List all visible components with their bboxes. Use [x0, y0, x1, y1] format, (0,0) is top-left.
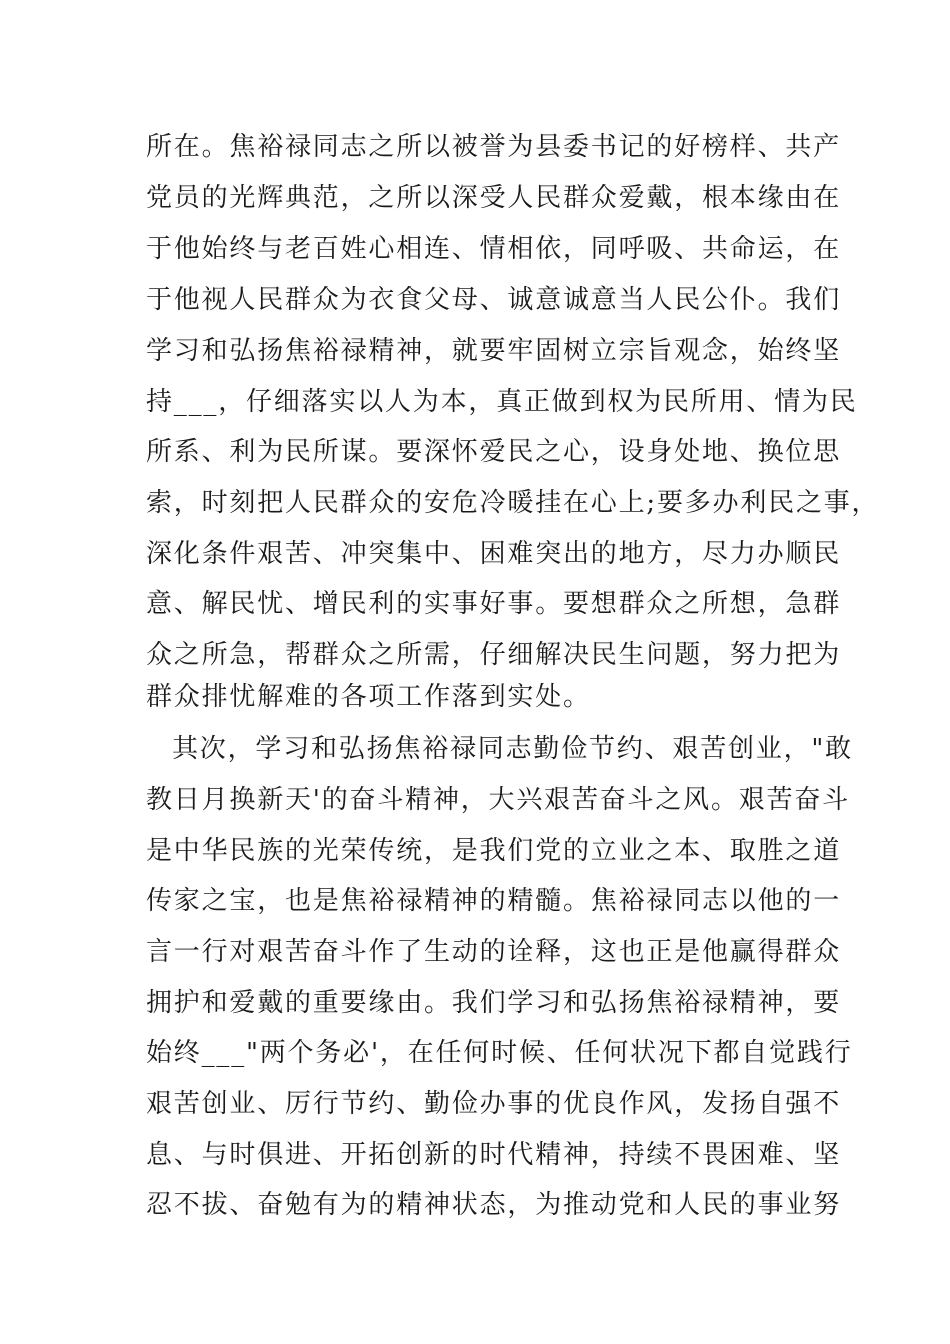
paragraph-2-first-line: 其次，学习和弘扬焦裕禄同志勤俭节约、艰苦创业，"敢 — [172, 734, 853, 764]
text-line-1: 所在。焦裕禄同志之所以被誉为县委书记的好榜样、共产 — [146, 132, 842, 162]
text-line-22: 忍不拔、奋勉有为的精神状态，为推动党和人民的事业努 — [146, 1190, 842, 1220]
text-line-15: 是中华民族的光荣传统，是我们党的立业之本、取胜之道 — [146, 836, 842, 866]
text-line-5: 学习和弘扬焦裕禄精神，就要牢固树立宗旨观念，始终坚 — [146, 336, 842, 366]
text-line-11: 众之所急，帮群众之所需，仔细解决民生问题，努力把为 — [146, 640, 842, 670]
text-line-2: 党员的光辉典范，之所以深受人民群众爱戴，根本缘由在 — [146, 183, 842, 213]
text-line-19: 始终___"两个务必'，在任何时候、任何状况下都自觉践行 — [146, 1038, 853, 1068]
text-line-3: 于他始终与老百姓心相连、情相依，同呼吸、共命运，在 — [146, 234, 842, 264]
text-line-20: 艰苦创业、厉行节约、勤俭办事的优良作风，发扬自强不 — [146, 1089, 842, 1119]
text-line-21: 息、与时俱进、开拓创新的时代精神，持续不畏困难、坚 — [146, 1140, 842, 1170]
text-line-8: 索，时刻把人民群众的安危冷暖挂在心上;要多办利民之事， — [146, 488, 880, 518]
text-line-10: 意、解民忧、增民利的实事好事。要想群众之所想，急群 — [146, 589, 842, 619]
text-line-12: 群众排忧解难的各项工作落到实处。 — [146, 682, 591, 712]
text-line-9: 深化条件艰苦、冲突集中、困难突出的地方，尽力办顺民 — [146, 539, 842, 569]
text-line-18: 拥护和爱戴的重要缘由。我们学习和弘扬焦裕禄精神，要 — [146, 988, 842, 1018]
text-line-4: 于他视人民群众为衣食父母、诚意诚意当人民公仆。我们 — [146, 285, 842, 315]
text-line-16: 传家之宝，也是焦裕禄精神的精髓。焦裕禄同志以他的一 — [146, 886, 842, 916]
text-line-7: 所系、利为民所谋。要深怀爱民之心，设身处地、换位思 — [146, 437, 842, 467]
text-line-14: 教日月换新天'的奋斗精神，大兴艰苦奋斗之风。艰苦奋斗 — [146, 785, 850, 815]
text-line-6: 持___，仔细落实以人为本，真正做到权为民所用、情为民 — [146, 387, 858, 417]
text-line-17: 言一行对艰苦奋斗作了生动的诠释，这也正是他赢得群众 — [146, 937, 842, 967]
